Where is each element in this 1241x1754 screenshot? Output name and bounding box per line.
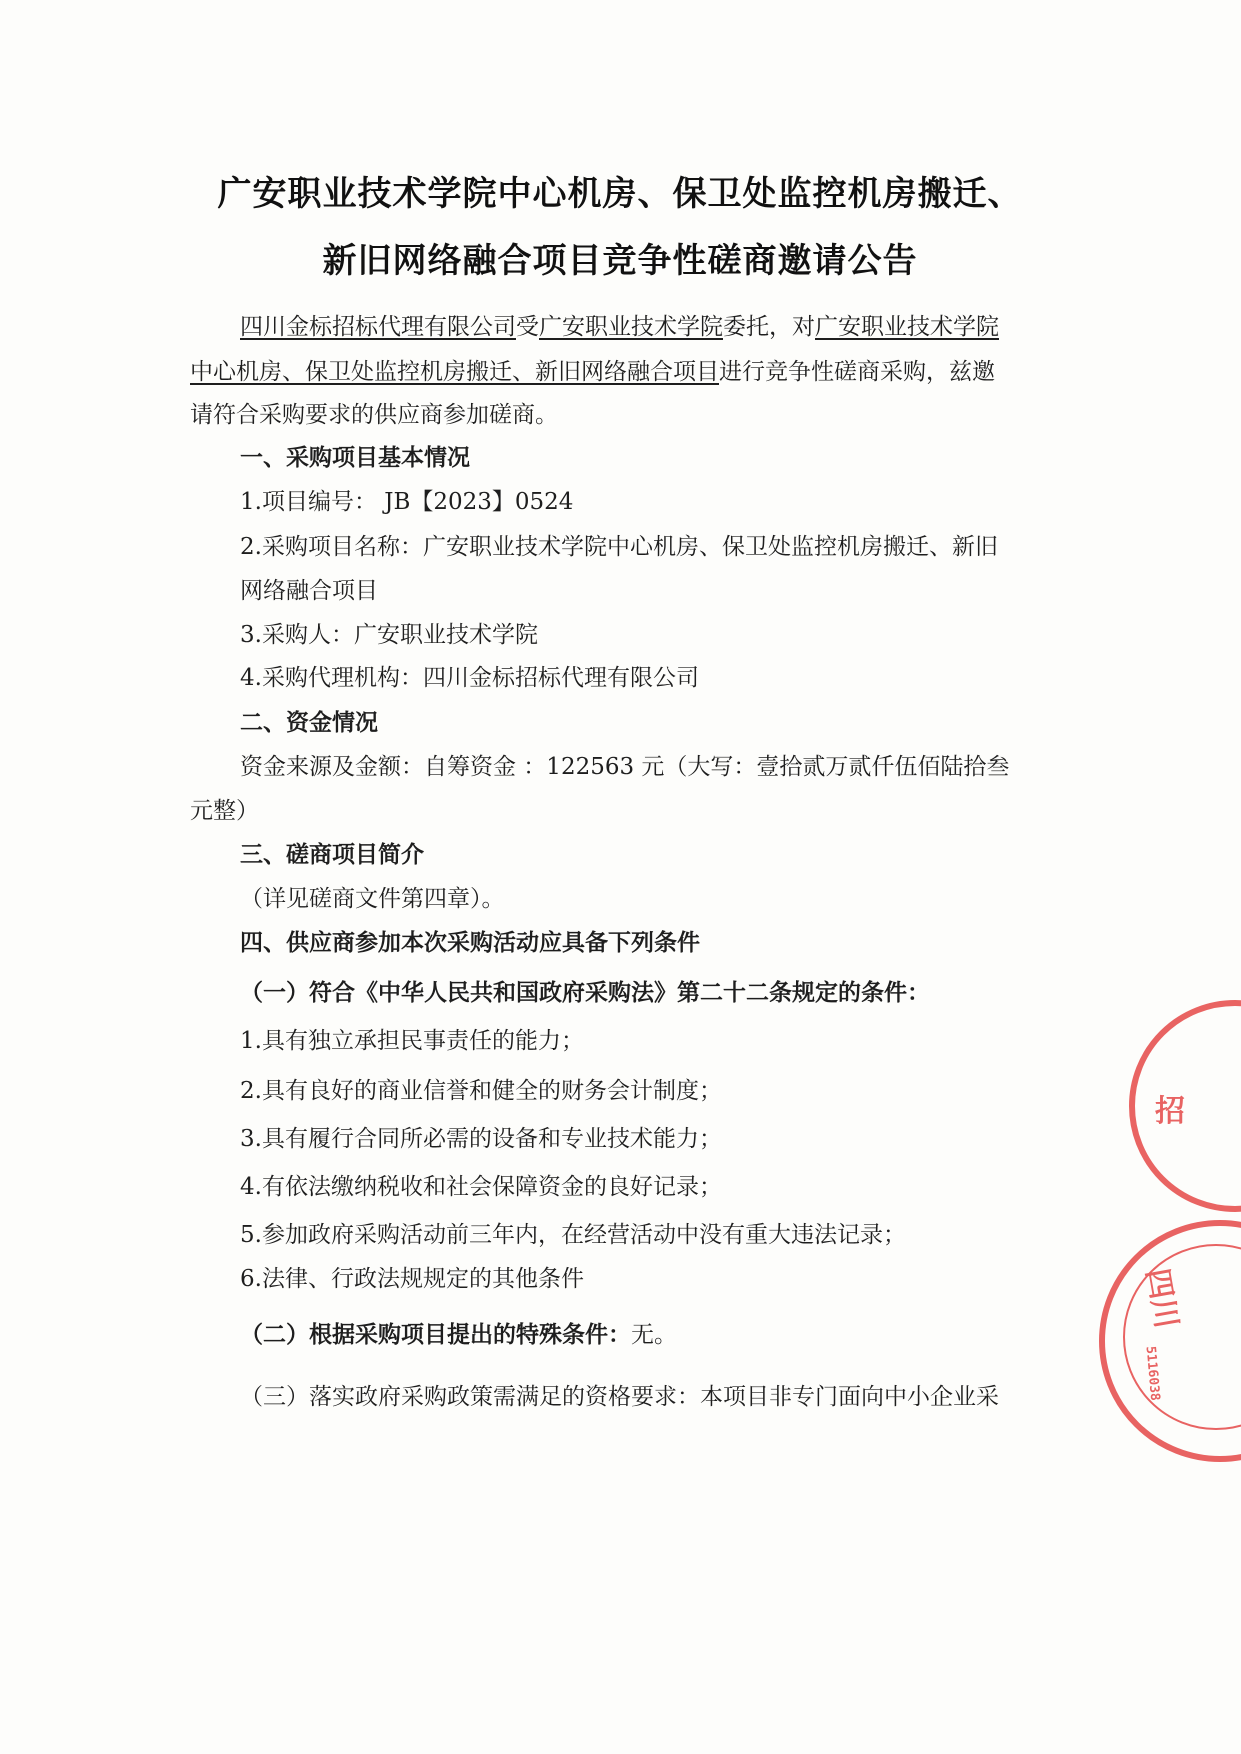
condition-4: 4.有依法缴纳税收和社会保障资金的良好记录； [240,1174,722,1200]
condition-3: 3.具有履行合同所必需的设备和专业技术能力； [240,1126,722,1152]
intro-text-3: 进行竞争性磋商采购，兹邀 [719,359,995,385]
condition-group-1: （一）符合《中华人民共和国政府采购法》第二十二条规定的条件： [240,979,930,1006]
item-project-name-a: 2.采购项目名称：广安职业技术学院中心机房、保卫处监控机房搬迁、新旧 [240,534,998,560]
special-conditions-label: （二）根据采购项目提出的特殊条件： [240,1321,631,1348]
condition-group-3: （三）落实政府采购政策需满足的资格要求：本项目非专门面向中小企业采 [240,1384,999,1410]
item-project-name-b: 网络融合项目 [240,578,378,604]
project-name-part-b: 中心机房、保卫处监控机房搬迁、新旧网络融合项目 [190,359,719,385]
intro-line-3: 请符合采购要求的供应商参加磋商。 [190,402,558,428]
item-project-number: 1.项目编号： JB【2023】0524 [240,489,574,515]
condition-group-2 [240,1320,677,1350]
section-3-text: （详见磋商文件第四章）。 [240,886,505,912]
condition-2: 2.具有良好的商业信誉和健全的财务会计制度； [240,1078,722,1104]
condition-1: 1.具有独立承担民事责任的能力； [240,1028,584,1054]
section-2-heading: 二、资金情况 [240,709,378,736]
intro-text-1: 受 [516,314,539,340]
seal-2-number: 5116038 [1142,1345,1163,1402]
intro-line-1 [240,312,999,342]
section-1-heading: 一、采购项目基本情况 [240,444,470,471]
special-conditions-value: 无。 [631,1322,677,1348]
page-title-line-1: 广安职业技术学院中心机房、保卫处监控机房搬迁、 [217,174,1023,214]
intro-line-2 [190,357,995,387]
buyer-name: 广安职业技术学院 [539,314,723,340]
item-purchaser: 3.采购人：广安职业技术学院 [240,622,538,648]
seal-1-text: 招 [1155,1094,1185,1129]
seal-2-text: 四川 [1139,1266,1184,1332]
official-seal-bottom [1099,1220,1241,1462]
intro-text-2: 委托，对 [723,314,815,340]
condition-6: 6.法律、行政法规规定的其他条件 [240,1266,584,1292]
section-4-heading: 四、供应商参加本次采购活动应具备下列条件 [240,929,700,956]
section-3-heading: 三、磋商项目简介 [240,841,424,868]
agency-name: 四川金标招标代理有限公司 [240,314,516,340]
page-title-line-2: 新旧网络融合项目竞争性磋商邀请公告 [322,241,918,281]
funding-line-a: 资金来源及金额：自筹资金 ：122563 元（大写：壹拾贰万贰仟伍佰陆拾叁 [240,754,1010,780]
condition-5: 5.参加政府采购活动前三年内，在经营活动中没有重大违法记录； [240,1222,906,1248]
funding-line-b: 元整） [190,798,259,824]
item-agency: 4.采购代理机构：四川金标招标代理有限公司 [240,665,699,691]
project-name-part-a: 广安职业技术学院 [815,314,999,340]
official-seal-top [1129,1000,1241,1212]
